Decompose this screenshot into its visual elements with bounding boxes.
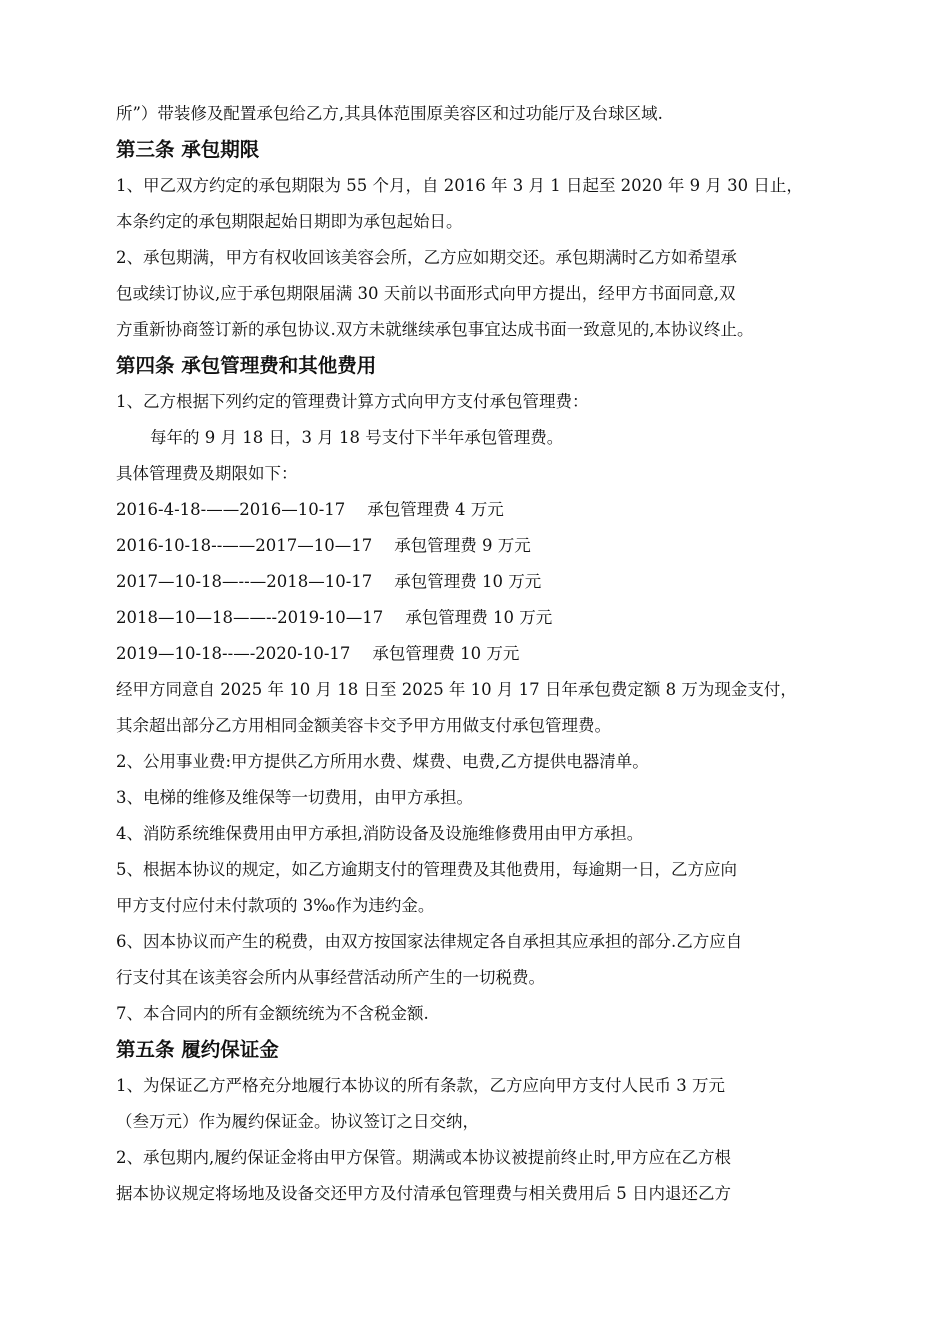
paragraph-line: 1、乙方根据下列约定的管理费计算方式向甲方支付承包管理费：	[116, 392, 589, 411]
paragraph-line: 2、承包期满，甲方有权收回该美容会所，乙方应如期交还。承包期满时乙方如希望承	[116, 248, 737, 267]
section-heading-article-3: 第三条 承包期限	[116, 138, 260, 161]
paragraph-line: 具体管理费及期限如下：	[116, 464, 298, 483]
fee-schedule-row	[116, 600, 846, 636]
paragraph-line-indented: 每年的 9 月 18 日，3 月 18 号支付下半年承包管理费。	[150, 428, 564, 447]
fee-amount: 承包管理费 10 万元	[372, 644, 520, 663]
fee-schedule-row	[116, 636, 846, 672]
paragraph-line: 6、因本协议而产生的税费，由双方按国家法律规定各自承担其应承担的部分.乙方应自	[116, 932, 743, 951]
fee-amount: 承包管理费 10 万元	[405, 608, 553, 627]
paragraph-line: 方重新协商签订新的承包协议.双方未就继续承包事宜达成书面一致意见的,本协议终止。	[116, 320, 754, 339]
fee-amount: 承包管理费 9 万元	[394, 536, 531, 555]
paragraph-line: 本条约定的承包期限起始日期即为承包起始日。	[116, 212, 463, 231]
fee-schedule-row	[116, 492, 846, 528]
paragraph-line: 所”）带装修及配置承包给乙方,其具体范围原美容区和过功能厅及台球区域.	[116, 104, 663, 123]
fee-period: 2017—10-18—--—2018—10-17	[116, 572, 373, 591]
paragraph-line: 2、公用事业费:甲方提供乙方所用水费、煤费、电费,乙方提供电器清单。	[116, 752, 649, 771]
paragraph-line: 3、电梯的维修及维保等一切费用，由甲方承担。	[116, 788, 473, 807]
paragraph-line: 经甲方同意自 2025 年 10 月 18 日至 2025 年 10 月 17 日年承包费定额 8 万为现金支付，	[116, 680, 797, 699]
paragraph-line: 行支付其在该美容会所内从事经营活动所产生的一切税费。	[116, 968, 545, 987]
paragraph-line: 1、为保证乙方严格充分地履行本协议的所有条款，乙方应向甲方支付人民币 3 万元	[116, 1076, 725, 1095]
section-heading-article-5: 第五条 履约保证金	[116, 1038, 279, 1061]
paragraph-line: 据本协议规定将场地及设备交还甲方及付清承包管理费与相关费用后 5 日内退还乙方	[116, 1184, 731, 1203]
paragraph-line: 4、消防系统维保费用由甲方承担,消防设备及设施维修费用由甲方承担。	[116, 824, 644, 843]
paragraph-line: 7、本合同内的所有金额统统为不含税金额.	[116, 1004, 429, 1023]
paragraph-line: 其余超出部分乙方用相同金额美容卡交予甲方用做支付承包管理费。	[116, 716, 611, 735]
fee-period: 2016-10-18--——2017—10—17	[116, 536, 373, 555]
fee-schedule-row	[116, 564, 846, 600]
fee-amount: 承包管理费 4 万元	[367, 500, 504, 519]
fee-period: 2016-4-18-——2016—10-17	[116, 500, 346, 519]
paragraph-line: 1、甲乙双方约定的承包期限为 55 个月，自 2016 年 3 月 1 日起至 2020 年 9 月 30 日止，	[116, 176, 803, 195]
paragraph-line: 包或续订协议,应于承包期限届满 30 天前以书面形式向甲方提出，经甲方书面同意,双	[116, 284, 736, 303]
paragraph-line: 5、根据本协议的规定，如乙方逾期支付的管理费及其他费用，每逾期一日，乙方应向	[116, 860, 737, 879]
section-heading-article-4: 第四条 承包管理费和其他费用	[116, 354, 377, 377]
paragraph-line: （叁万元）作为履约保证金。协议签订之日交纳，	[116, 1112, 479, 1131]
fee-schedule-row	[116, 528, 846, 564]
paragraph-line: 2、承包期内,履约保证金将由甲方保管。期满或本协议被提前终止时,甲方应在乙方根	[116, 1148, 731, 1167]
fee-period: 2018—10—18——--2019-10—17	[116, 608, 384, 627]
fee-amount: 承包管理费 10 万元	[394, 572, 542, 591]
paragraph-line: 甲方支付应付未付款项的 3‰作为违约金。	[116, 896, 435, 915]
document-body	[116, 96, 846, 1212]
fee-period: 2019—10-18--—-2020-10-17	[116, 644, 351, 663]
